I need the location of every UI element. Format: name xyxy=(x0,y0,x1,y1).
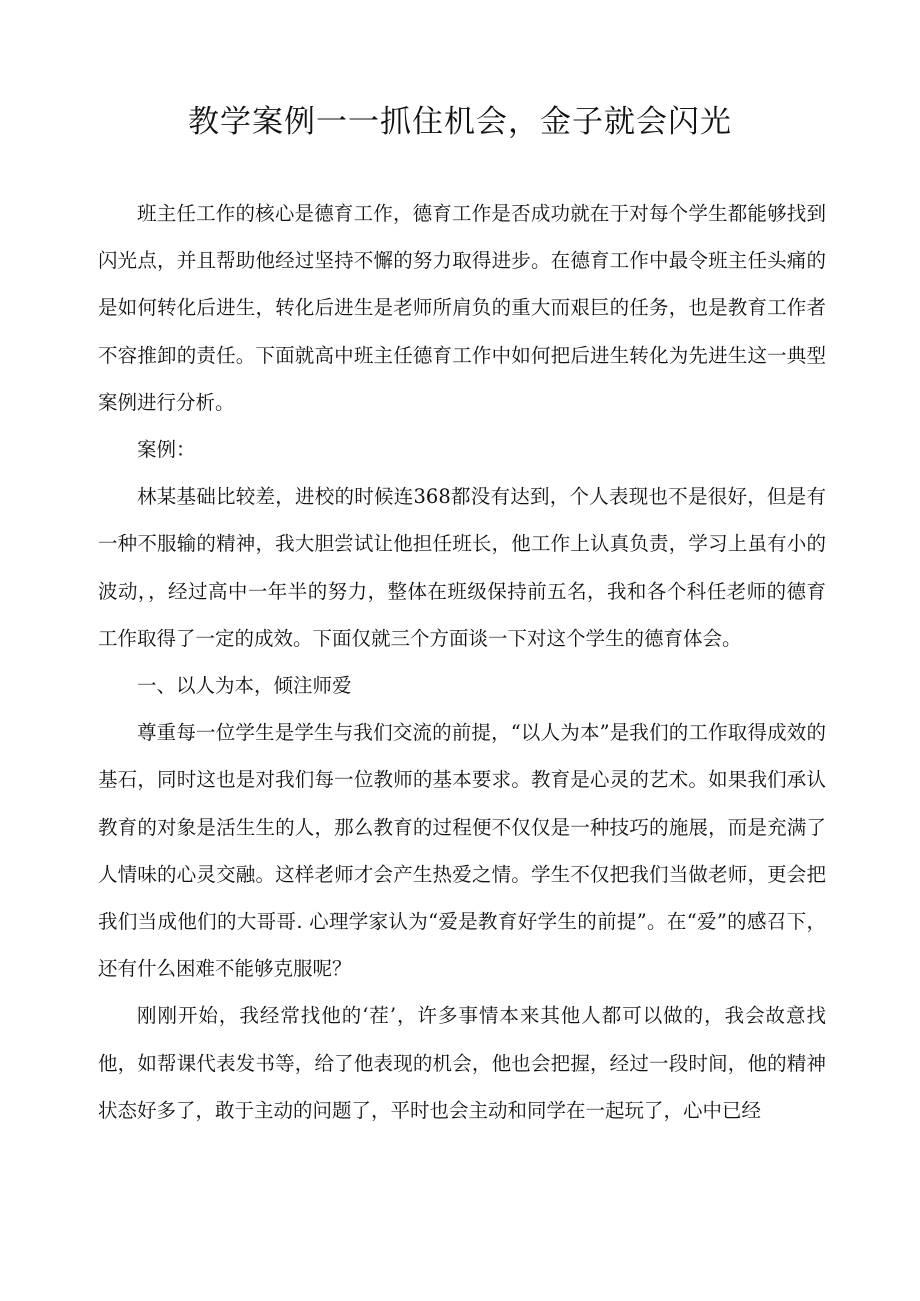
section-1-paragraph-1: 尊重每一位学生是学生与我们交流的前提，“以人为本”是我们的工作取得成效的基石，同时这也是对我们每一位教师的基本要求。教育是心灵的艺术。如果我们承认教育的对象是活生生的人，那么教育的过程便不仅仅是一种技巧的施展，而是充满了人情味的心灵交融。这样老师才会产生热爱之情。学生不仅把我们当做老师，更会把我们当成他们的大哥哥. 心理学家认为“爱是教育好学生的前提”。在“爱”的感召下，还有什么困难不能够克服呢？ xyxy=(98,721,826,981)
case-paragraph: 林某基础比较差，进校的时候连368都没有达到，个人表现也不是很好，但是有一种不服输的精神，我大胆尝试让他担任班长，他工作上认真负责，学习上虽有小的波动，，经过高中一年半的努力，整体在班级保持前五名，我和各个科任老师的德育工作取得了一定的成效。下面仅就三个方面谈一下对这个学生的德育体会。 xyxy=(98,485,826,650)
case-label: 案例： xyxy=(137,438,196,462)
document-title: 教学案例一一抓住机会，金子就会闪光 xyxy=(188,104,732,140)
section-1-paragraph-2: 刚刚开始，我经常找他的‘茬’，许多事情本来其他人都可以做的，我会故意找他，如帮课代表发书等，给了他表现的机会，他也会把握，经过一段时间，他的精神状态好多了，敢于主动的问题了，平时也会主动和同学在一起玩了，心中已经 xyxy=(98,1004,826,1122)
intro-paragraph: 班主任工作的核心是德育工作，德育工作是否成功就在于对每个学生都能够找到闪光点，并且帮助他经过坚持不懈的努力取得进步。在德育工作中最令班主任头痛的是如何转化后进生，转化后进生是老师所肩负的重大而艰巨的任务，也是教育工作者不容推卸的责任。下面就高中班主任德育工作中如何把后进生转化为先进生这一典型案例进行分析。 xyxy=(98,202,826,414)
document-body xyxy=(98,190,826,1134)
section-heading-1: 一、以人为本，倾注师爱 xyxy=(137,674,352,698)
